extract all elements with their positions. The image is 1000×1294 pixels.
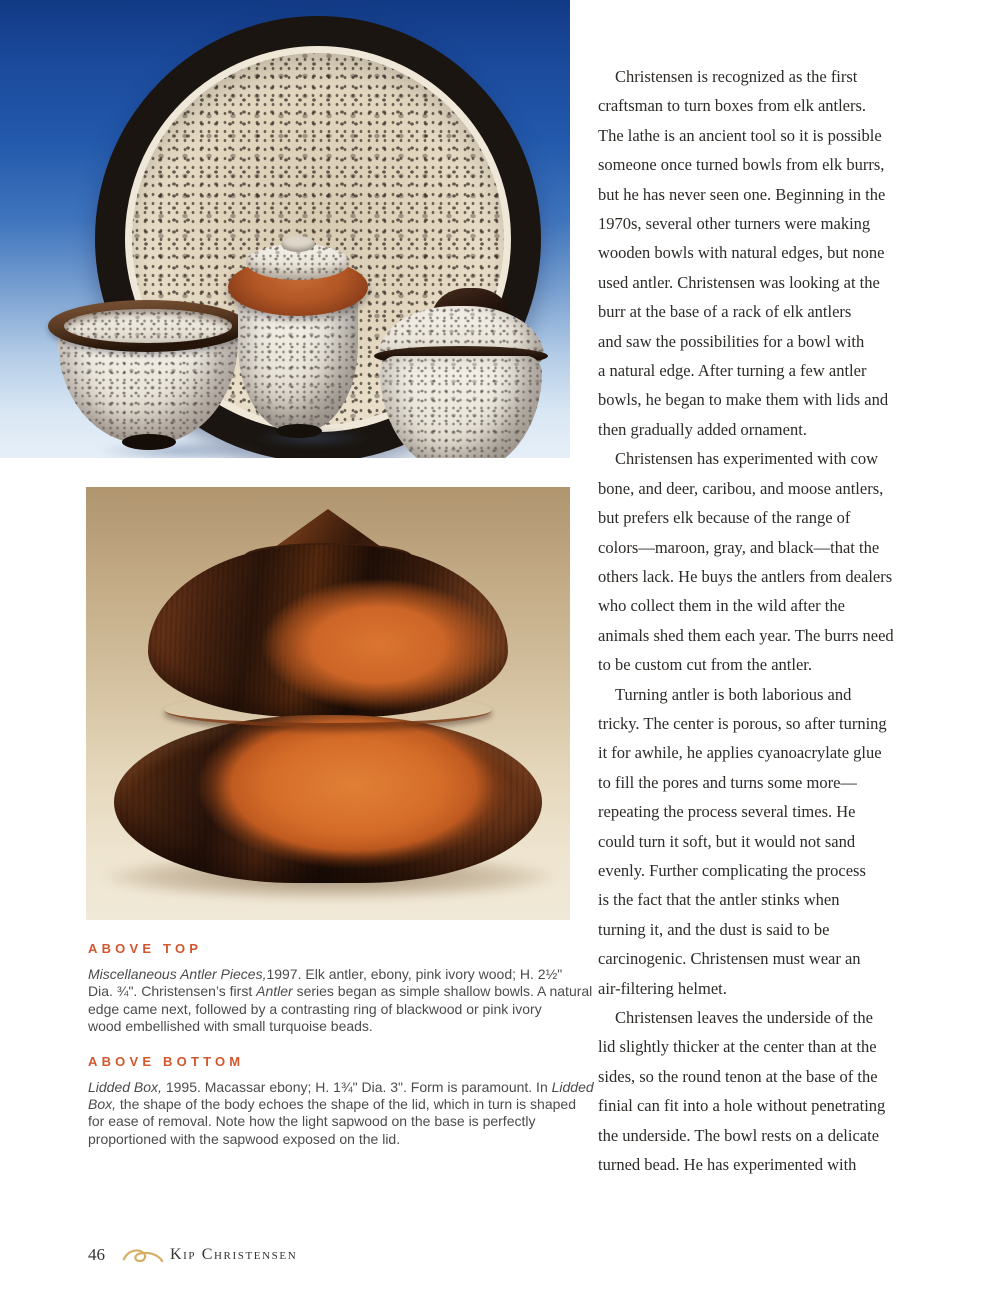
body-line: the underside. The bowl rests on a delicate xyxy=(598,1125,880,1145)
lidded-vessel-center-foot xyxy=(276,424,322,438)
box-body xyxy=(114,715,542,883)
box-lid xyxy=(148,545,508,717)
paragraph xyxy=(598,62,910,444)
body-line: tricky. The center is porous, so after turning xyxy=(598,713,887,733)
caption-line: wood embellished with small turquoise beads. xyxy=(88,1018,373,1035)
page-footer xyxy=(88,1243,488,1269)
body-line: air-filtering helmet. xyxy=(598,978,727,998)
antler-bowl-left-interior xyxy=(64,309,232,343)
body-line: to fill the pores and turns some more— xyxy=(598,772,857,792)
paragraph xyxy=(598,680,910,1003)
caption-line: Lidded Box, 1995. Macassar ebony; H. 1¾" Dia. 3". Form is paramount. In Lidded xyxy=(88,1078,594,1095)
body-line: evenly. Further complicating the process xyxy=(598,860,866,880)
body-line: animals shed them each year. The burrs need xyxy=(598,625,894,645)
body-line: who collect them in the wild after the xyxy=(598,596,845,616)
body-line: bone, and deer, caribou, and moose antlers, xyxy=(598,478,884,498)
body-column xyxy=(598,62,910,1179)
antler-bowl-left-rim xyxy=(48,300,248,352)
body-line: repeating the process several times. He xyxy=(598,802,856,822)
caption-line: edge came next, followed by a contrasting ring of blackwood or pink ivory xyxy=(88,1000,542,1017)
body-line: it for awhile, he applies cyanoacrylate glue xyxy=(598,743,882,763)
body-line: others lack. He buys the antlers from dealers xyxy=(598,566,893,586)
caption-area xyxy=(88,941,594,1166)
body-line: and saw the possibilities for a bowl with xyxy=(598,331,865,351)
body-line: is the fact that the antler stinks when xyxy=(598,890,840,910)
body-line: turning it, and the dust is said to be xyxy=(598,919,830,939)
box-seam xyxy=(164,693,492,727)
body-line: burr at the base of a rack of elk antlers xyxy=(598,302,852,322)
swash-ornament-icon xyxy=(120,1246,166,1271)
antler-bowl-left-foot xyxy=(122,434,176,450)
paragraph xyxy=(598,1003,910,1179)
caption-line: Box, the shape of the body echoes the shape of the lid, which in turn is shaped xyxy=(88,1096,576,1113)
body-line: lid slightly thicker at the center than at the xyxy=(598,1037,877,1057)
caption-heading: ABOVE TOP xyxy=(88,941,203,956)
body-line: to be custom cut from the antler. xyxy=(598,655,812,675)
caption-line: Miscellaneous Antler Pieces,1997. Elk antler, ebony, pink ivory wood; H. 2½" xyxy=(88,966,563,982)
body-line: The lathe is an ancient tool so it is possible xyxy=(598,125,882,145)
page-number: 46 xyxy=(88,1245,105,1264)
body-line: finial can fit into a hole without penetrating xyxy=(598,1096,886,1116)
body-line: someone once turned bowls from elk burrs, xyxy=(598,155,885,175)
lidded-vessel-right-body xyxy=(380,356,542,458)
body-line: colors—maroon, gray, and black—that the xyxy=(598,537,880,557)
body-line: but prefers elk because of the range of xyxy=(598,508,851,528)
body-line: used antler. Christensen was looking at the xyxy=(598,272,880,292)
chapter-title: Kip Christensen xyxy=(170,1246,298,1263)
body-line: 1970s, several other turners were making xyxy=(598,214,871,234)
body-line: Christensen has experimented with cow xyxy=(615,449,879,469)
body-line: sides, so the round tenon at the base of the xyxy=(598,1066,878,1086)
body-line: Christensen is recognized as the first xyxy=(615,67,858,86)
body-line: wooden bowls with natural edges, but none xyxy=(598,243,885,263)
caption-text xyxy=(88,1078,594,1149)
paragraph xyxy=(598,444,910,679)
photo-lidded-box xyxy=(86,487,570,920)
body-line: Turning antler is both laborious and xyxy=(615,684,852,704)
caption-text xyxy=(88,966,593,1036)
body-line: Christensen leaves the underside of the xyxy=(615,1008,873,1027)
caption-line: for ease of removal. Note how the light sapwood on the base is perfectly xyxy=(88,1113,536,1130)
caption-heading: ABOVE BOTTOM xyxy=(88,1053,245,1069)
body-line: a natural edge. After turning a few antler xyxy=(598,361,867,381)
body-line: craftsman to turn boxes from elk antlers. xyxy=(598,96,867,116)
caption-line: proportioned with the sapwood exposed on the lid. xyxy=(88,1130,401,1147)
body-line: could turn it soft, but it would not sand xyxy=(598,831,856,851)
lidded-vessel-center-knob xyxy=(281,236,315,252)
body-line: but he has never seen one. Beginning in the xyxy=(598,184,886,204)
body-line: bowls, he began to make them with lids and xyxy=(598,390,889,410)
photo-antler-pieces xyxy=(0,0,570,458)
body-line: then gradually added ornament. xyxy=(598,419,807,439)
body-line: carcinogenic. Christensen must wear an xyxy=(598,949,861,969)
caption-line: Dia. ¾". Christensen’s first Antler series began as simple shallow bowls. A natural xyxy=(88,983,593,1000)
body-line: turned bead. He has experimented with xyxy=(598,1155,857,1175)
